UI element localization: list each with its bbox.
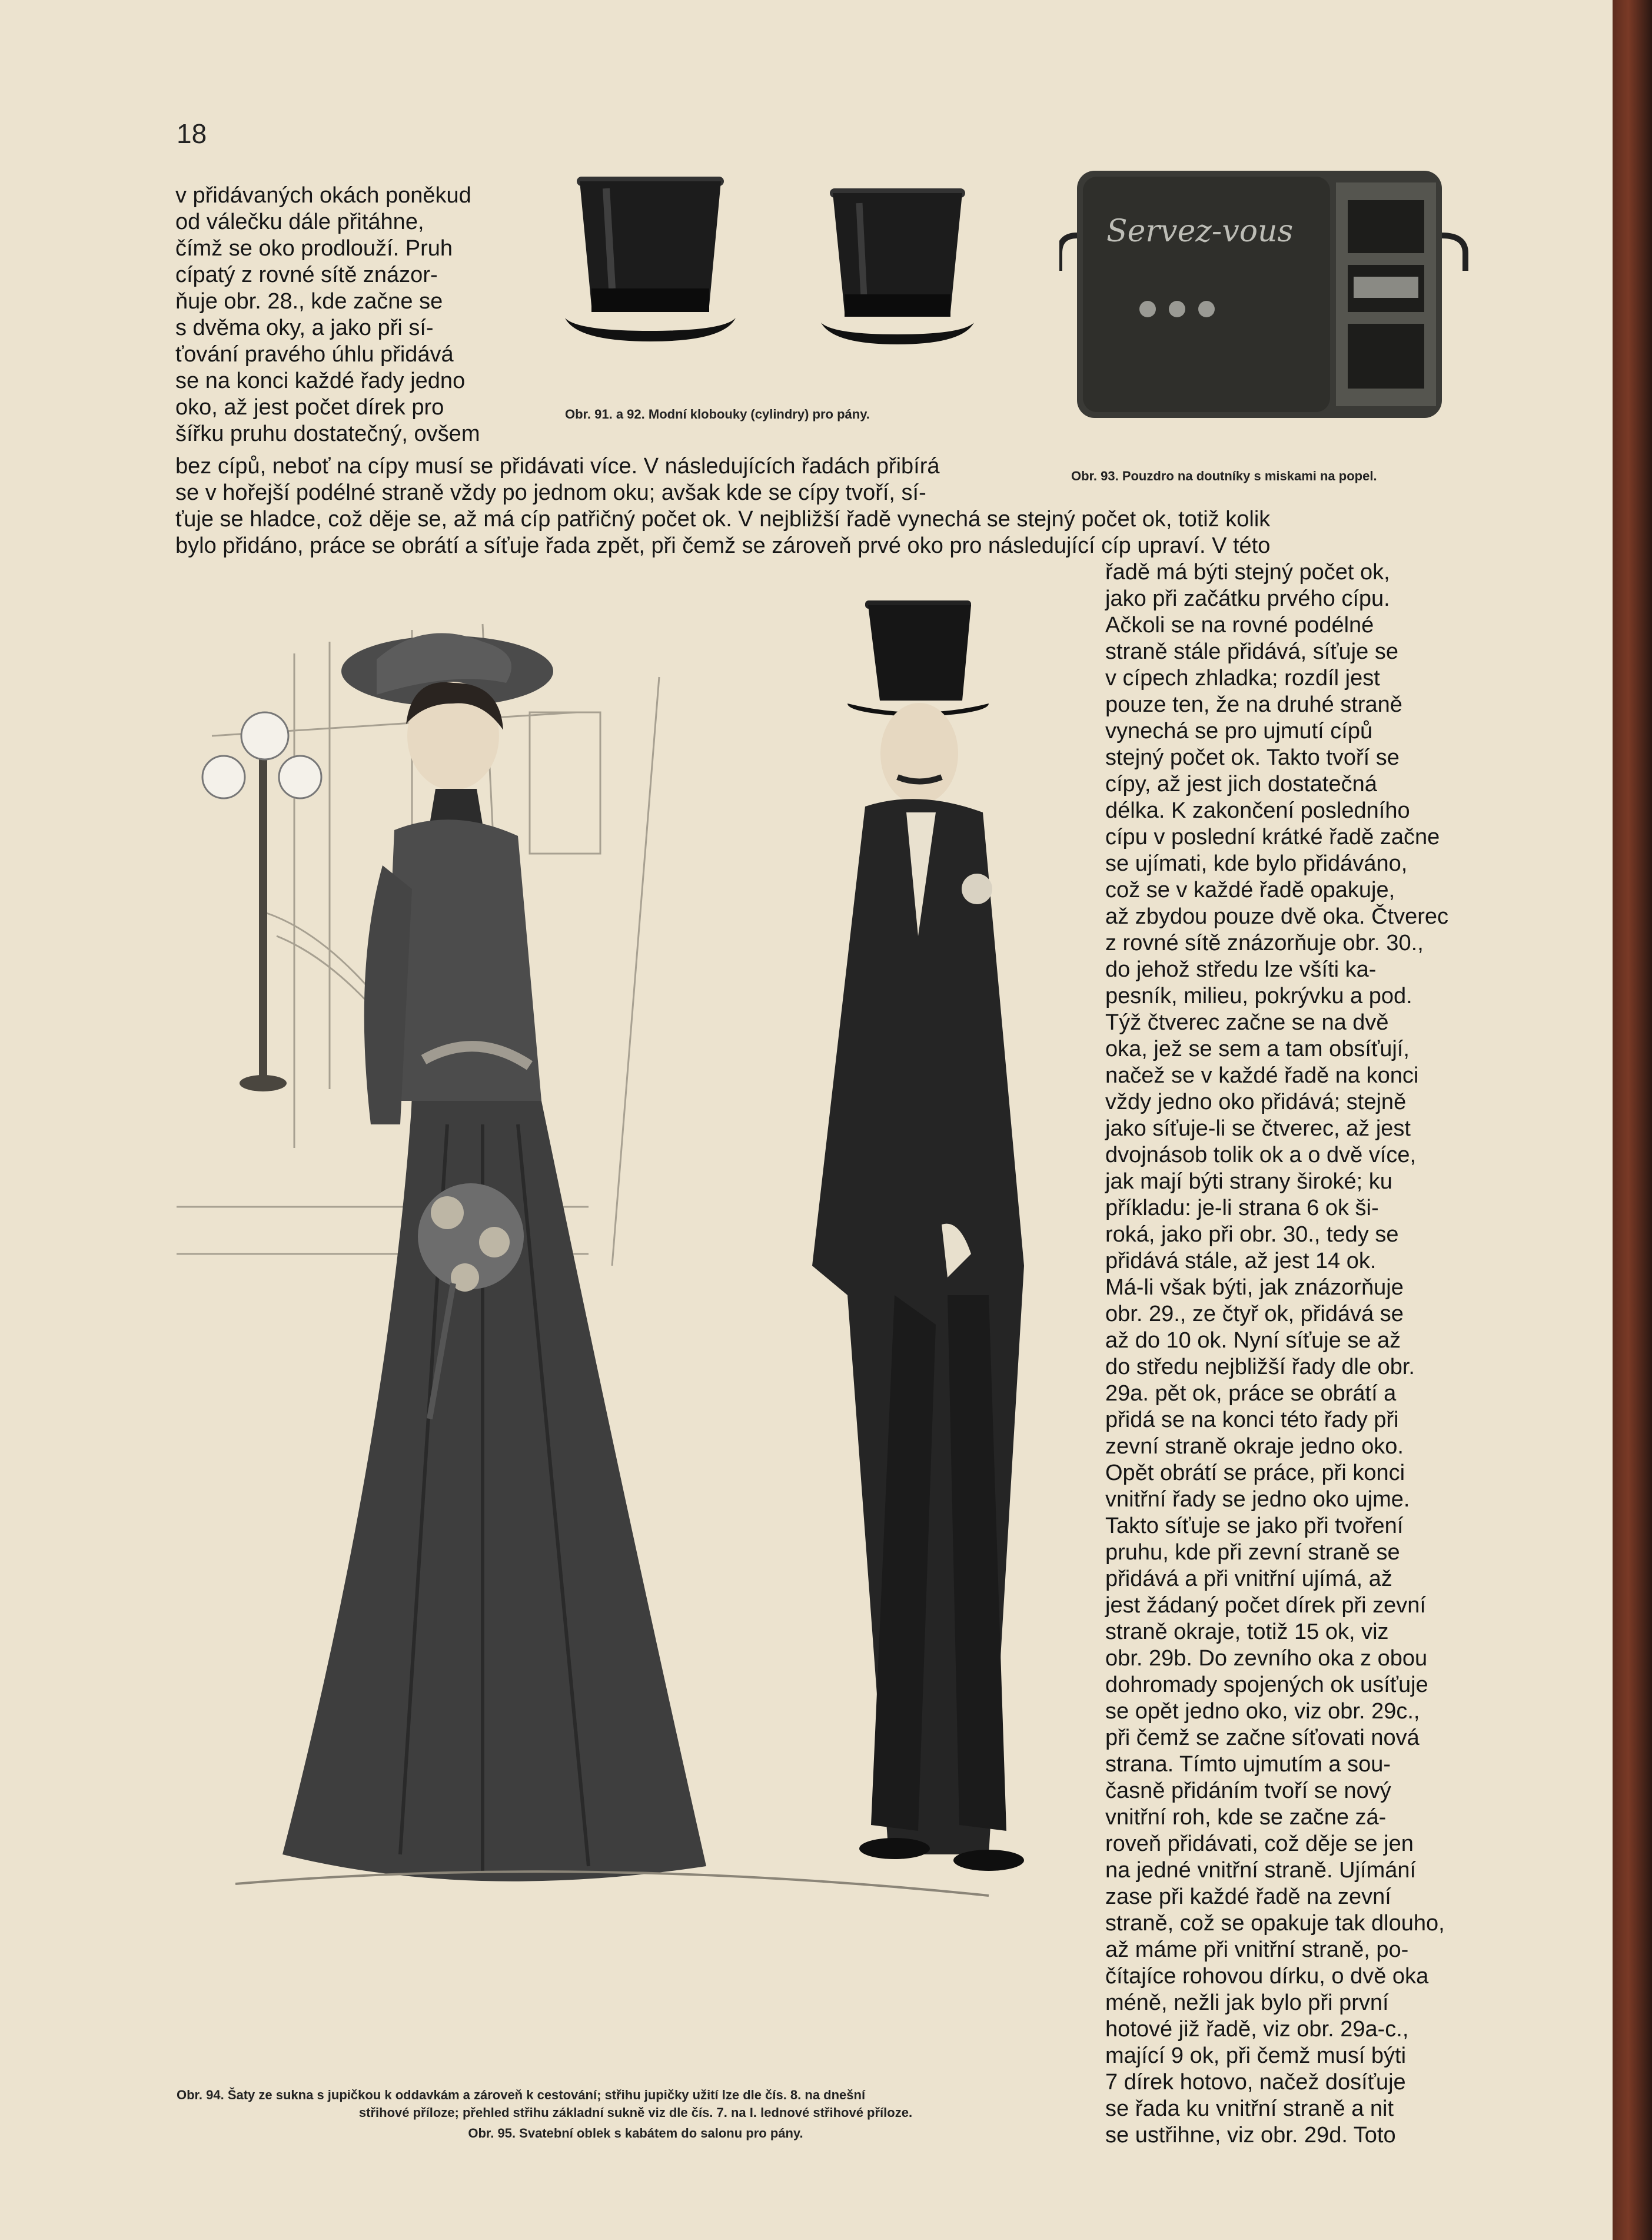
text-line: časně přidáním tvoří se nový — [1105, 1778, 1391, 1803]
cigar-case-icon — [1059, 171, 1465, 418]
text-line: jak mají býti strany široké; ku — [1105, 1169, 1392, 1194]
text-line: mající 9 ok, při čemž musí býti — [1105, 2043, 1407, 2068]
caption-fig95: Obr. 95. Svatební oblek s kabátem do salonu pro pány. — [468, 2126, 803, 2141]
text-line: hotové již řadě, viz obr. 29a-c., — [1105, 2017, 1409, 2042]
text-line: ťování pravého úhlu přidává — [175, 342, 454, 367]
text-line: Takto síťuje se jako při tvoření — [1105, 1514, 1404, 1538]
text-line: na jedné vnitřní straně. Ujímání — [1105, 1858, 1417, 1883]
text-line: od válečku dále přitáhne, — [175, 210, 424, 234]
text-line: v cípech zhladka; rozdíl jest — [1105, 666, 1380, 691]
text-line: načež se v každé řadě na konci — [1105, 1063, 1419, 1088]
text-line: až zbydou pouze dvě oka. Čtverec — [1105, 904, 1449, 929]
caption-fig94-line2: střihové příloze; přehled střihu základní sukně viz dle čís. 7. na I. lednové střihové příloze. — [358, 2105, 913, 2120]
page-number: 18 — [177, 118, 207, 149]
text-line: roveň přidávati, což děje se jen — [1105, 1831, 1414, 1856]
text-line: vnitřní řady se jedno oko ujme. — [1105, 1487, 1410, 1512]
caption-hats: Obr. 91. a 92. Modní klobouky (cylindry) pro pány. — [565, 407, 870, 422]
text-line: obr. 29., ze čtyř ok, přidává se — [1105, 1302, 1404, 1326]
text-line: cípy, až jest jich dostatečná — [1105, 772, 1377, 797]
text-line: Opět obrátí se práce, při konci — [1105, 1461, 1405, 1485]
woman-figure — [282, 633, 706, 1881]
caption-fig94-line1: Obr. 94. Šaty ze sukna s jupičkou k oddavkám a zároveň k cestování; střihu jupičky užití lze dle čís. 8. na dnešní — [177, 2088, 866, 2102]
text-line: se řada ku vnitřní straně a nit — [1105, 2096, 1394, 2121]
text-line: ňuje obr. 28., kde začne se — [175, 289, 443, 314]
text-line: bylo přidáno, práce se obrátí a síťuje řada zpět, při čemž se zároveň prvé oko pro následující cíp upraví. V této — [175, 533, 1271, 558]
wedding-couple-illustration — [177, 559, 1106, 2078]
text-line: méně, nežli jak bylo při první — [1105, 1990, 1389, 2015]
text-line: při čemž se začne síťovati nová — [1105, 1725, 1420, 1750]
text-line: straně, což se opakuje tak dlouho, — [1105, 1911, 1445, 1936]
top-hat-icon — [565, 177, 736, 341]
text-line: stejný počet ok. Takto tvoří se — [1105, 745, 1400, 770]
caption-cigar-case: Obr. 93. Pouzdro na doutníky s miskami na popel. — [1071, 469, 1377, 483]
text-line: straně stále přidává, síťuje se — [1105, 639, 1398, 664]
text-line: straně okraje, totiž 15 ok, viz — [1105, 1620, 1389, 1644]
text-line: do středu nejbližší řady dle obr. — [1105, 1355, 1415, 1379]
text-line: přidává stále, až jest 14 ok. — [1105, 1249, 1377, 1273]
text-line: čímž se oko prodlouží. Pruh — [175, 236, 453, 261]
text-line: vnitřní roh, kde se začne zá- — [1105, 1805, 1387, 1830]
text-line: pouze ten, že na druhé straně — [1105, 692, 1402, 717]
text-line: příkladu: je-li strana 6 ok ši- — [1105, 1196, 1379, 1220]
man-figure — [812, 600, 1024, 1871]
text-line: jako při začátku prvého cípu. — [1105, 586, 1390, 611]
text-line: šířku pruhu dostatečný, ovšem — [175, 422, 480, 446]
text-line: jest žádaný počet dírek při zevní — [1105, 1593, 1426, 1618]
text-line: čítajíce rohovou dírku, o dvě oka — [1105, 1964, 1429, 1989]
lamp-post — [202, 712, 321, 1091]
text-line: s dvěma oky, a jako při sí- — [175, 316, 434, 340]
text-line: se ustřihne, viz obr. 29d. Toto — [1105, 2123, 1396, 2148]
text-line: což se v každé řadě opakuje, — [1105, 878, 1395, 902]
text-line: 29a. pět ok, práce se obrátí a — [1105, 1381, 1397, 1406]
text-line: délka. K zakončení posledního — [1105, 798, 1410, 823]
text-line: vynechá se pro ujmutí cípů — [1105, 719, 1373, 744]
case-lettering: Servez-vous — [1106, 214, 1294, 249]
text-line: se ujímati, kde bylo přidáváno, — [1105, 851, 1408, 876]
mid-text — [175, 453, 1270, 559]
book-binding-edge — [1613, 0, 1652, 2240]
text-line: dohromady spojených ok usíťuje — [1105, 1672, 1428, 1697]
text-line: přidá se na konci této řady při — [1105, 1408, 1399, 1432]
text-line: se opět jedno oko, viz obr. 29c., — [1105, 1699, 1420, 1724]
text-line: se v hořejší podélné straně vždy po jednom oku; avšak kde se cípy tvoří, sí- — [175, 480, 926, 505]
text-line: až máme při vnitřní straně, po- — [1105, 1937, 1409, 1962]
text-line: vždy jedno oko přidává; stejně — [1105, 1090, 1407, 1114]
cigar-case-illustration — [1059, 165, 1471, 436]
text-line: z rovné sítě znázorňuje obr. 30., — [1105, 931, 1424, 955]
text-line: bez cípů, neboť na cípy musí se přidávati více. V následujících řadách přibírá — [175, 454, 940, 479]
top-hat-icon — [821, 188, 974, 344]
text-line: Týž čtverec začne se na dvě — [1105, 1010, 1389, 1035]
text-line: cípatý z rovné sítě znázor- — [175, 263, 438, 287]
text-line: cípu v poslední krátké řadě začne — [1105, 825, 1440, 849]
text-line: Ačkoli se na rovné podélné — [1105, 613, 1374, 638]
text-line: Má-li však býti, jak znázorňuje — [1105, 1275, 1404, 1300]
text-line: do jehož středu lze všíti ka- — [1105, 957, 1377, 982]
text-line: roká, jako při obr. 30., tedy se — [1105, 1222, 1399, 1247]
top-hats-illustration — [565, 171, 1012, 418]
text-line: 7 dírek hotovo, načež dosíťuje — [1105, 2070, 1406, 2095]
text-line: pruhu, kde při zevní straně se — [1105, 1540, 1400, 1565]
right-column-text — [1105, 559, 1482, 2149]
intro-text — [175, 182, 505, 447]
text-line: pesník, milieu, pokrývku a pod. — [1105, 984, 1412, 1008]
text-line: přidává a při vnitřní ujímá, až — [1105, 1567, 1392, 1591]
text-line: ťuje se hladce, což děje se, až má cíp patřičný počet ok. V nejbližší řadě vynechá se stejný počet ok, totiž kolik — [175, 507, 1271, 532]
text-line: v přidávaných okách poněkud — [175, 183, 471, 208]
text-line: řadě má býti stejný počet ok, — [1105, 560, 1390, 585]
text-line: oko, až jest počet dírek pro — [175, 395, 444, 420]
text-line: zevní straně okraje jedno oko. — [1105, 1434, 1404, 1459]
text-line: obr. 29b. Do zevního oka z obou — [1105, 1646, 1428, 1671]
text-line: až do 10 ok. Nyní síťuje se až — [1105, 1328, 1401, 1353]
text-line: zase při každé řadě na zevní — [1105, 1884, 1391, 1909]
text-line: dvojnásob tolik ok a o dvě více, — [1105, 1143, 1417, 1167]
text-line: strana. Tímto ujmutím a sou- — [1105, 1752, 1391, 1777]
text-line: jako síťuje-li se čtverec, až jest — [1105, 1116, 1411, 1141]
text-line: oka, jež se sem a tam obsíťují, — [1105, 1037, 1410, 1061]
text-line: se na konci každé řady jedno — [175, 369, 466, 393]
